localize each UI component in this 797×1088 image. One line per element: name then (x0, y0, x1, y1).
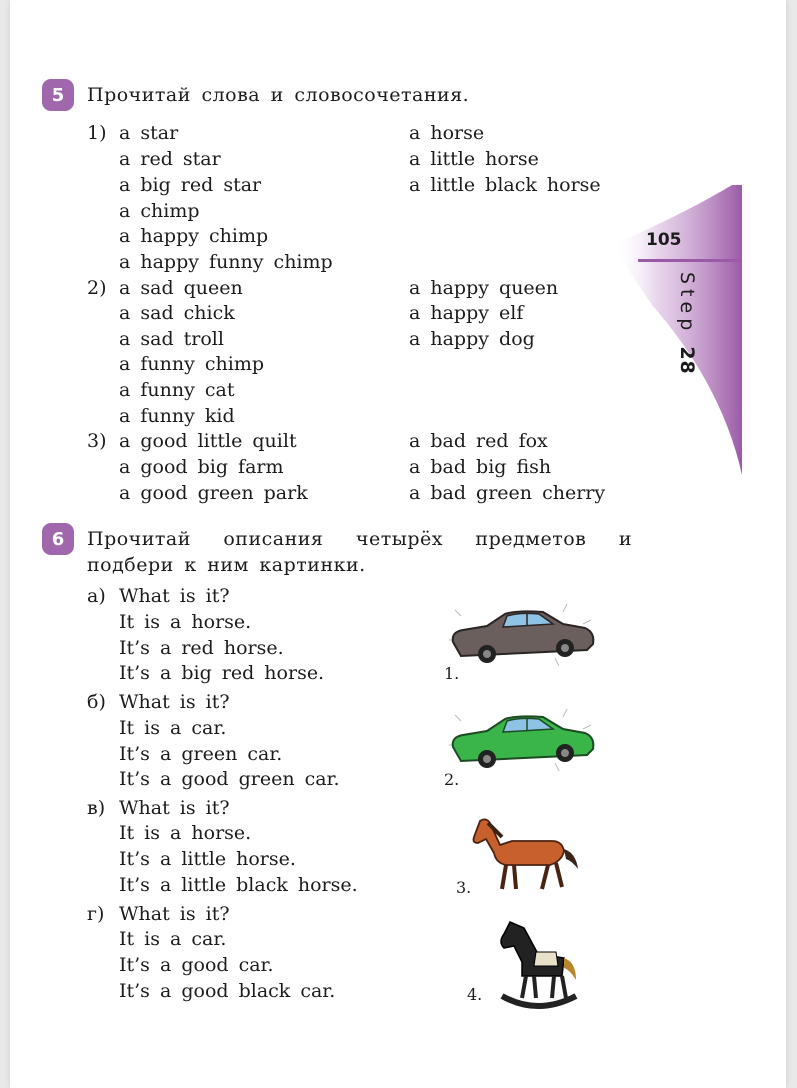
word-item: a big red star (119, 174, 262, 196)
exercise-6-badge: 6 (42, 523, 74, 555)
exercise-5-badge: 5 (42, 79, 74, 111)
item-line: It is a horse. (119, 822, 252, 844)
step-word: Step (676, 272, 698, 336)
item-line: It is a car. (119, 928, 227, 950)
item-line: What is it? (119, 691, 230, 713)
item-line: It’s a little horse. (119, 848, 296, 870)
word-item: a happy queen (409, 277, 559, 299)
exercise-5-instruction: Прочитай слова и словосочетания. (87, 84, 470, 106)
horse-brown-picture (472, 815, 582, 893)
item-letter: г) (87, 903, 105, 925)
item-line: It’s a good green car. (119, 768, 340, 790)
item-line: What is it? (119, 585, 230, 607)
item-letter: б) (87, 691, 106, 713)
word-item: a sad queen (119, 277, 243, 299)
group-number: 2) (87, 277, 107, 299)
picture-number: 3. (456, 878, 472, 897)
word-item: a red star (119, 148, 221, 170)
word-item: a good green park (119, 482, 308, 504)
item-line: It’s a green car. (119, 743, 283, 765)
word-item: a happy elf (409, 302, 524, 324)
item-line: It’s a little black horse. (119, 874, 358, 896)
item-letter: в) (87, 797, 106, 819)
page-number: 105 (646, 230, 682, 250)
word-item: a little black horse (409, 174, 601, 196)
word-item: a happy funny chimp (119, 251, 333, 273)
word-item: a horse (409, 122, 485, 144)
item-line: It is a horse. (119, 611, 252, 633)
word-item: a good little quilt (119, 430, 297, 452)
item-line: What is it? (119, 903, 230, 925)
item-line: It’s a good black car. (119, 980, 336, 1002)
word-item: a sad chick (119, 302, 235, 324)
exercise-6-instruction: Прочитай описания четырёх предметов и подбери к ним картинки. (87, 528, 632, 576)
word-item: a bad big fish (409, 456, 552, 478)
word-item: a happy chimp (119, 225, 269, 247)
item-line: It’s a big red horse. (119, 662, 325, 684)
picture-number: 2. (444, 770, 460, 789)
tab-divider (638, 259, 742, 262)
car-dark-picture (447, 600, 597, 672)
item-line: It’s a good car. (119, 954, 274, 976)
item-line: It’s a red horse. (119, 637, 284, 659)
picture-number: 4. (467, 985, 483, 1004)
step-label (676, 272, 698, 375)
word-item: a bad red fox (409, 430, 548, 452)
item-letter: а) (87, 585, 106, 607)
item-line: It is a car. (119, 717, 227, 739)
word-item: a funny kid (119, 405, 235, 427)
word-item: a funny chimp (119, 353, 265, 375)
rocking-horse-picture (496, 918, 580, 1016)
word-item: a little horse (409, 148, 539, 170)
word-item: a good big farm (119, 456, 284, 478)
word-item: a happy dog (409, 328, 535, 350)
step-number: 28 (676, 346, 698, 375)
word-item: a bad green cherry (409, 482, 606, 504)
group-number: 3) (87, 430, 107, 452)
group-number: 1) (87, 122, 107, 144)
car-green-picture (447, 705, 597, 777)
word-item: a sad troll (119, 328, 224, 350)
item-line: What is it? (119, 797, 230, 819)
word-item: a chimp (119, 200, 200, 222)
word-item: a funny cat (119, 379, 235, 401)
picture-number: 1. (444, 664, 460, 683)
word-item: a star (119, 122, 179, 144)
